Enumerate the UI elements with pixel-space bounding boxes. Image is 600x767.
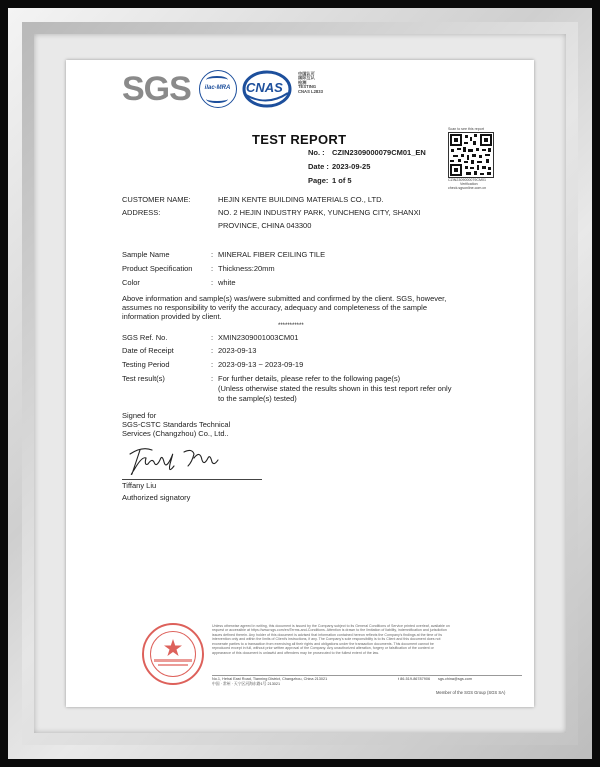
disclaimer-line-3: information provided by client. xyxy=(122,312,222,321)
product-spec-value: Thickness:20mm xyxy=(218,264,275,273)
colon: : xyxy=(211,374,214,383)
footer-divider xyxy=(212,675,522,676)
footer-address-en: No.1, Hehai East Road, Tianning District, Changzhou, China 213021 xyxy=(212,677,328,681)
sgs-ref-value: XMIN2309001003CM01 xyxy=(218,333,299,342)
colon: : xyxy=(211,250,214,259)
sgs-group-member-text: Member of the SGS Group (SGS SA) xyxy=(436,690,506,695)
product-spec-label: Product Specification xyxy=(122,264,193,273)
signing-org-line-1: SGS-CSTC Standards Technical xyxy=(122,420,231,429)
disclaimer-line-1: Above information and sample(s) was/were submitted and confirmed by the client. SGS, however, xyxy=(122,294,447,303)
report-no-value: CZIN2309000079CM01_EN xyxy=(332,148,426,157)
disclaimer-line-2: assumes no responsibility to verify the accuracy, adequacy and completeness of the sample xyxy=(122,303,428,312)
address-line-2: PROVINCE, CHINA 043300 xyxy=(218,221,312,230)
testing-period-label: Testing Period xyxy=(122,360,170,369)
colon: : xyxy=(211,264,214,273)
report-title: TEST REPORT xyxy=(252,132,347,147)
handwritten-signature xyxy=(122,440,252,478)
signing-org-line-2: Services (Changzhou) Co., Ltd.. xyxy=(122,429,229,438)
customer-name-value: HEJIN KENTE BUILDING MATERIALS CO., LTD. xyxy=(218,195,384,204)
sgs-logo: SGS xyxy=(122,70,191,108)
address-label: ADDRESS: xyxy=(122,208,161,217)
receipt-date-label: Date of Receipt xyxy=(122,346,174,355)
footer-address-cn: 中国 · 常州 · 天宁区河海东路1号 213021 xyxy=(212,682,281,686)
sgs-ref-label: SGS Ref. No. xyxy=(122,333,168,342)
qr-caption-top: Scan to see this report xyxy=(448,127,484,131)
colon: : xyxy=(211,360,214,369)
test-result-label: Test result(s) xyxy=(122,374,165,383)
test-result-line-2: (Unless otherwise stated the results shown in this test report refer only xyxy=(218,384,452,393)
customer-name-label: CUSTOMER NAME: xyxy=(122,195,191,204)
colon: : xyxy=(211,278,214,287)
report-date-value: 2023-09-25 xyxy=(332,162,371,171)
testing-period-value: 2023-09-13 ~ 2023-09-19 xyxy=(218,360,304,369)
ilac-mra-logo: ilac-MRA xyxy=(199,70,237,108)
separator-stars: *********** xyxy=(278,323,304,329)
signature-line xyxy=(122,479,262,480)
footer-tel: t 86-519-86787906 xyxy=(398,677,431,681)
qr-caption: CZIN2309000079CM01 Verification check.sgsonline.com.cn xyxy=(448,178,487,190)
report-page-value: 1 of 5 xyxy=(332,176,352,185)
stamp-star-icon xyxy=(164,639,182,657)
report-no-label: No. : xyxy=(308,148,325,157)
test-result-line-3: to the sample(s) tested) xyxy=(218,394,297,403)
qr-code-icon xyxy=(449,133,493,177)
footer-email: sgs.china@sgs.com xyxy=(438,677,473,681)
colon: : xyxy=(211,333,214,342)
colon: : xyxy=(211,346,214,355)
report-date-label: Date : xyxy=(308,162,329,171)
receipt-date-value: 2023-09-13 xyxy=(218,346,257,355)
report-page-label: Page: xyxy=(308,176,329,185)
signatory-title: Authorized signatory xyxy=(122,493,191,502)
color-label: Color xyxy=(122,278,140,287)
sample-name-label: Sample Name xyxy=(122,250,170,259)
official-stamp xyxy=(142,623,204,685)
address-line-1: NO. 2 HEJIN INDUSTRY PARK, YUNCHENG CITY, SHANXI xyxy=(218,208,421,217)
test-result-line-1: For further details, please refer to the following page(s) xyxy=(218,374,401,383)
cnas-accreditation-text: 中国认可 国际互认 检测 TESTING CNAS L2833 xyxy=(298,71,323,94)
color-value: white xyxy=(218,278,236,287)
terms-fine-print: Unless otherwise agreed in writing, this document is issued by the Company subject to its General Conditions of Service printed overleaf, available on request or accessible at https://www.sgs.com/en/Terms-and-Conditions. Attention is drawn to the limitation of liability, indemnification and jurisdiction issues defined therein. Any holder of this document is advised that information contained hereon reflects the Company's findings at the time of its intervention only and within the limits of Client's instructions, if any. The Company's sole responsibility is to its Client and this document does not exonerate parties to a transaction from exercising all their rights and obligations under the transaction documents. This document cannot be reproduced except in full, without prior written approval of the Company. Any unauthorized alteration, forgery or falsification of the content or appearance of this document is unlawful and offenders may be prosecuted to the fullest extent of the law. xyxy=(212,624,450,655)
sample-name-value: MINERAL FIBER CEILING TILE xyxy=(218,250,326,259)
signed-for-label: Signed for xyxy=(122,411,157,420)
verification-qr-code[interactable] xyxy=(448,132,494,178)
signatory-name: Tiffany Liu xyxy=(122,481,157,490)
test-report-page xyxy=(66,60,534,707)
cnas-logo: CNAS xyxy=(242,69,292,109)
